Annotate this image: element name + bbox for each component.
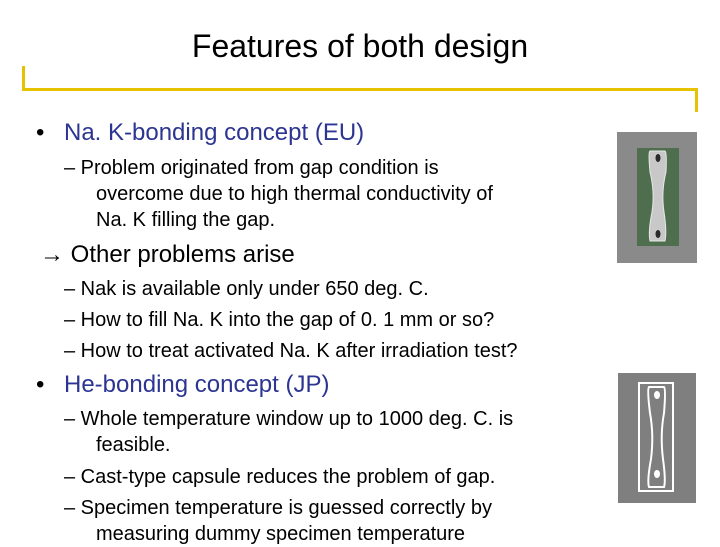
nak-sub-line-3: Na. K filling the gap.: [96, 209, 275, 231]
nak-sub-line-1: – Problem originated from gap condition is: [64, 157, 439, 179]
slide-title: Features of both design: [191, 28, 529, 64]
other-problems-line: [40, 240, 295, 270]
bullet-icon: •: [36, 371, 45, 398]
nak-sub-line-2: overcome due to high thermal conductivity of: [96, 183, 493, 205]
title-rule-right: [695, 88, 698, 112]
other-item-1: – Nak is available only under 650 deg. C.: [64, 278, 429, 300]
other-problems-text: Other problems arise: [64, 241, 295, 268]
nak-heading: Na. K-bonding concept (EU): [64, 119, 365, 146]
arrow-icon: →: [40, 241, 64, 268]
bullet-icon: •: [36, 119, 45, 146]
he-sub3-line-2: measuring dummy specimen temperature: [96, 523, 466, 545]
he-heading: He-bonding concept (JP): [64, 371, 330, 398]
other-item-2: – How to fill Na. K into the gap of 0. 1 mm or so?: [64, 309, 495, 331]
nak-capsule-image: [617, 132, 697, 263]
he-heading-line: [36, 370, 329, 400]
he-sub3-line-1: – Specimen temperature is guessed correctly by: [64, 497, 492, 519]
he-sub2: – Cast-type capsule reduces the problem of gap.: [64, 466, 496, 488]
nak-heading-line: [36, 118, 364, 148]
he-capsule-image: [618, 373, 696, 503]
other-item-3: – How to treat activated Na. K after irradiation test?: [64, 340, 518, 362]
title-rule: [22, 88, 698, 91]
title-rule-left: [22, 66, 25, 90]
he-sub1-line-1: – Whole temperature window up to 1000 deg. C. is: [64, 408, 514, 430]
he-sub1-line-2: feasible.: [96, 434, 171, 456]
